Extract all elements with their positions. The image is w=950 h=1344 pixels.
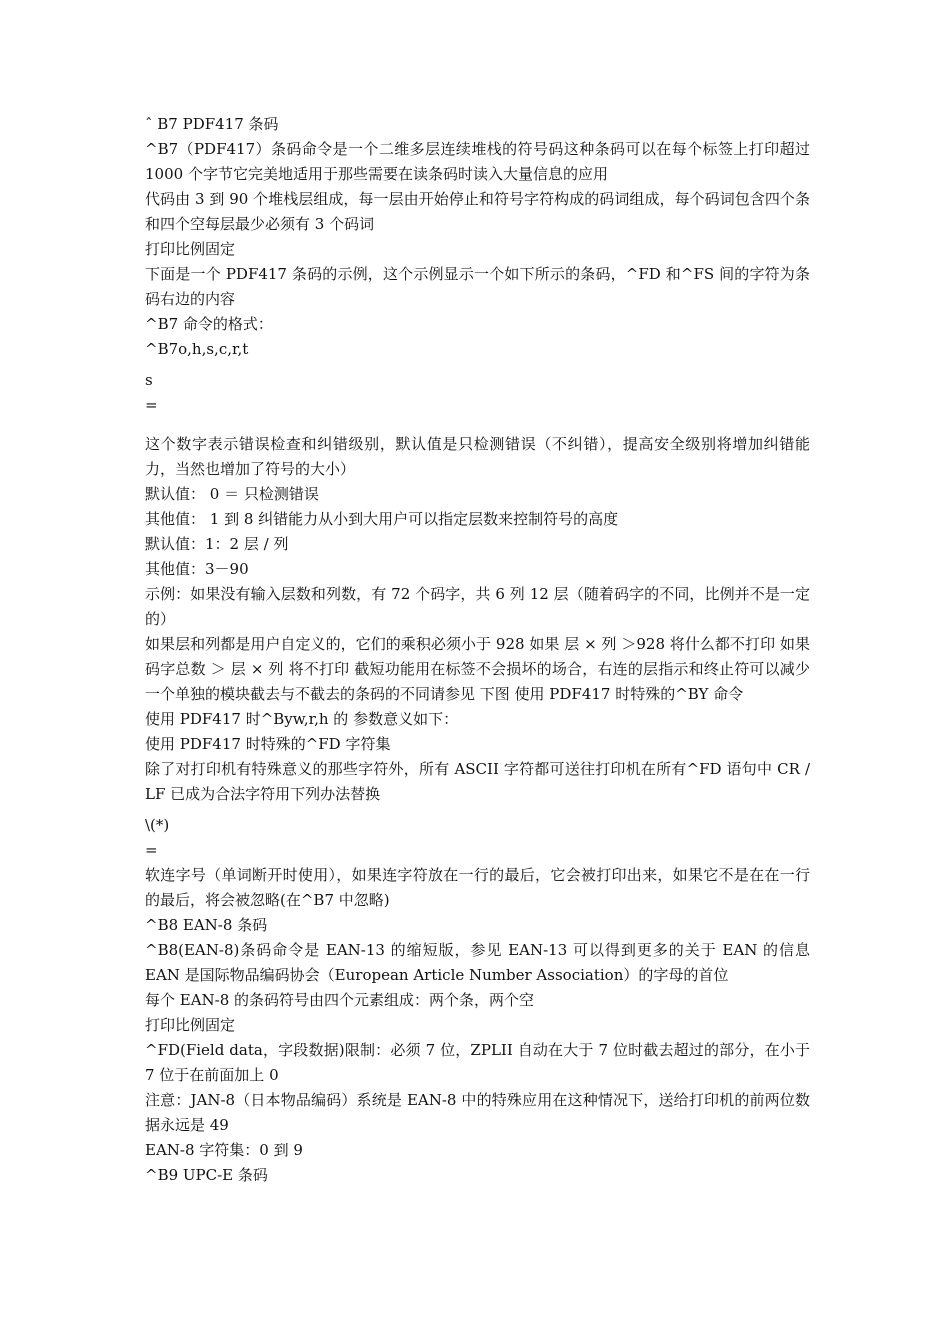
paragraph: ^B7（PDF417）条码命令是一个二维多层连续堆栈的符号码这种条码可以在每个标签上打印超过 1000 个字节它完美地适用于那些需要在读条码时读入大量信息的应用 [145,140,810,183]
paragraph: ^FD(Field data，字段数据)限制：必须 7 位，ZPLII 自动在大于 7 位时截去超过的部分，在小于 7 位于在前面加上 0 [145,1041,810,1084]
paragraph: 注意：JAN-8（日本物品编码）系统是 EAN-8 中的特殊应用在这种情况下，送给打印机的前两位数据永远是 49 [145,1091,810,1134]
equals-sign: = [145,396,158,414]
document-page [145,112,810,1188]
paragraph: 如果层和列都是用户自定义的，它们的乘积必须小于 928 如果 层 × 列 ＞928 将什么都不打印 如果 码字总数 ＞ 层 × 列 将不打印 截短功能用在标签不会损坏的场合，右连的层指示和终止符可以减少一个单独的模块截去与不截去的条码的不同请参见 下图 使用 PDF417 时特殊的^BY 命令 [145,635,810,703]
equals-sign: = [145,841,158,859]
param-name: s [145,371,153,389]
paragraph: 下面是一个 PDF417 条码的示例，这个示例显示一个如下所示的条码，^FD 和^FS 间的字符为条码右边的内容 [145,265,810,308]
paragraph: 默认值：1：2 层 / 列 [145,535,289,553]
escape-sequence: \(*) [145,816,170,834]
heading-b9: ^B9 UPC-E 条码 [145,1166,268,1184]
heading-b8: ^B8 EAN-8 条码 [145,916,268,934]
paragraph: 其他值：3－90 [145,560,249,578]
paragraph: 其他值： 1 到 8 纠错能力从小到大用户可以指定层数来控制符号的高度 [145,510,619,528]
paragraph: 软连字号（单词断开时使用），如果连字符放在一行的最后，它会被打印出来，如果它不是在在一行的最后，将会被忽略(在^B7 中忽略) [145,866,810,909]
heading-b7: ˆ B7 PDF417 条码 [145,115,279,133]
command-format: ^B7o,h,s,c,r,t [145,340,249,358]
paragraph: 除了对打印机有特殊意义的那些字符外，所有 ASCII 字符都可送往打印机在所有^FD 语句中 CR / LF 已成为合法字符用下列办法替换 [145,760,810,803]
paragraph: ^B8(EAN-8)条码命令是 EAN-13 的缩短版，参见 EAN-13 可以得到更多的关于 EAN 的信息 EAN 是国际物品编码协会（European Article Number Association）的字母的首位 [145,941,810,984]
paragraph: ^B7 命令的格式： [145,315,273,333]
paragraph: 使用 PDF417 时特殊的^FD 字符集 [145,735,391,753]
paragraph: 打印比例固定 [145,240,236,258]
paragraph: 默认值： 0 ＝ 只检测错误 [145,485,319,503]
paragraph: 打印比例固定 [145,1016,236,1034]
paragraph: 使用 PDF417 时^Byw,r,h 的 参数意义如下： [145,710,459,728]
paragraph: 这个数字表示错误检查和纠错级别，默认值是只检测错误（不纠错），提高安全级别将增加纠错能力，当然也增加了符号的大小） [145,435,810,478]
paragraph: EAN-8 字符集：0 到 9 [145,1141,303,1159]
paragraph: 示例：如果没有输入层数和列数，有 72 个码字，共 6 列 12 层（随着码字的不同，比例并不是一定的） [145,585,810,628]
paragraph: 每个 EAN-8 的条码符号由四个元素组成：两个条，两个空 [145,991,535,1009]
paragraph: 代码由 3 到 90 个堆栈层组成，每一层由开始停止和符号字符构成的码词组成，每个码词包含四个条和四个空每层最少必须有 3 个码词 [145,190,810,233]
